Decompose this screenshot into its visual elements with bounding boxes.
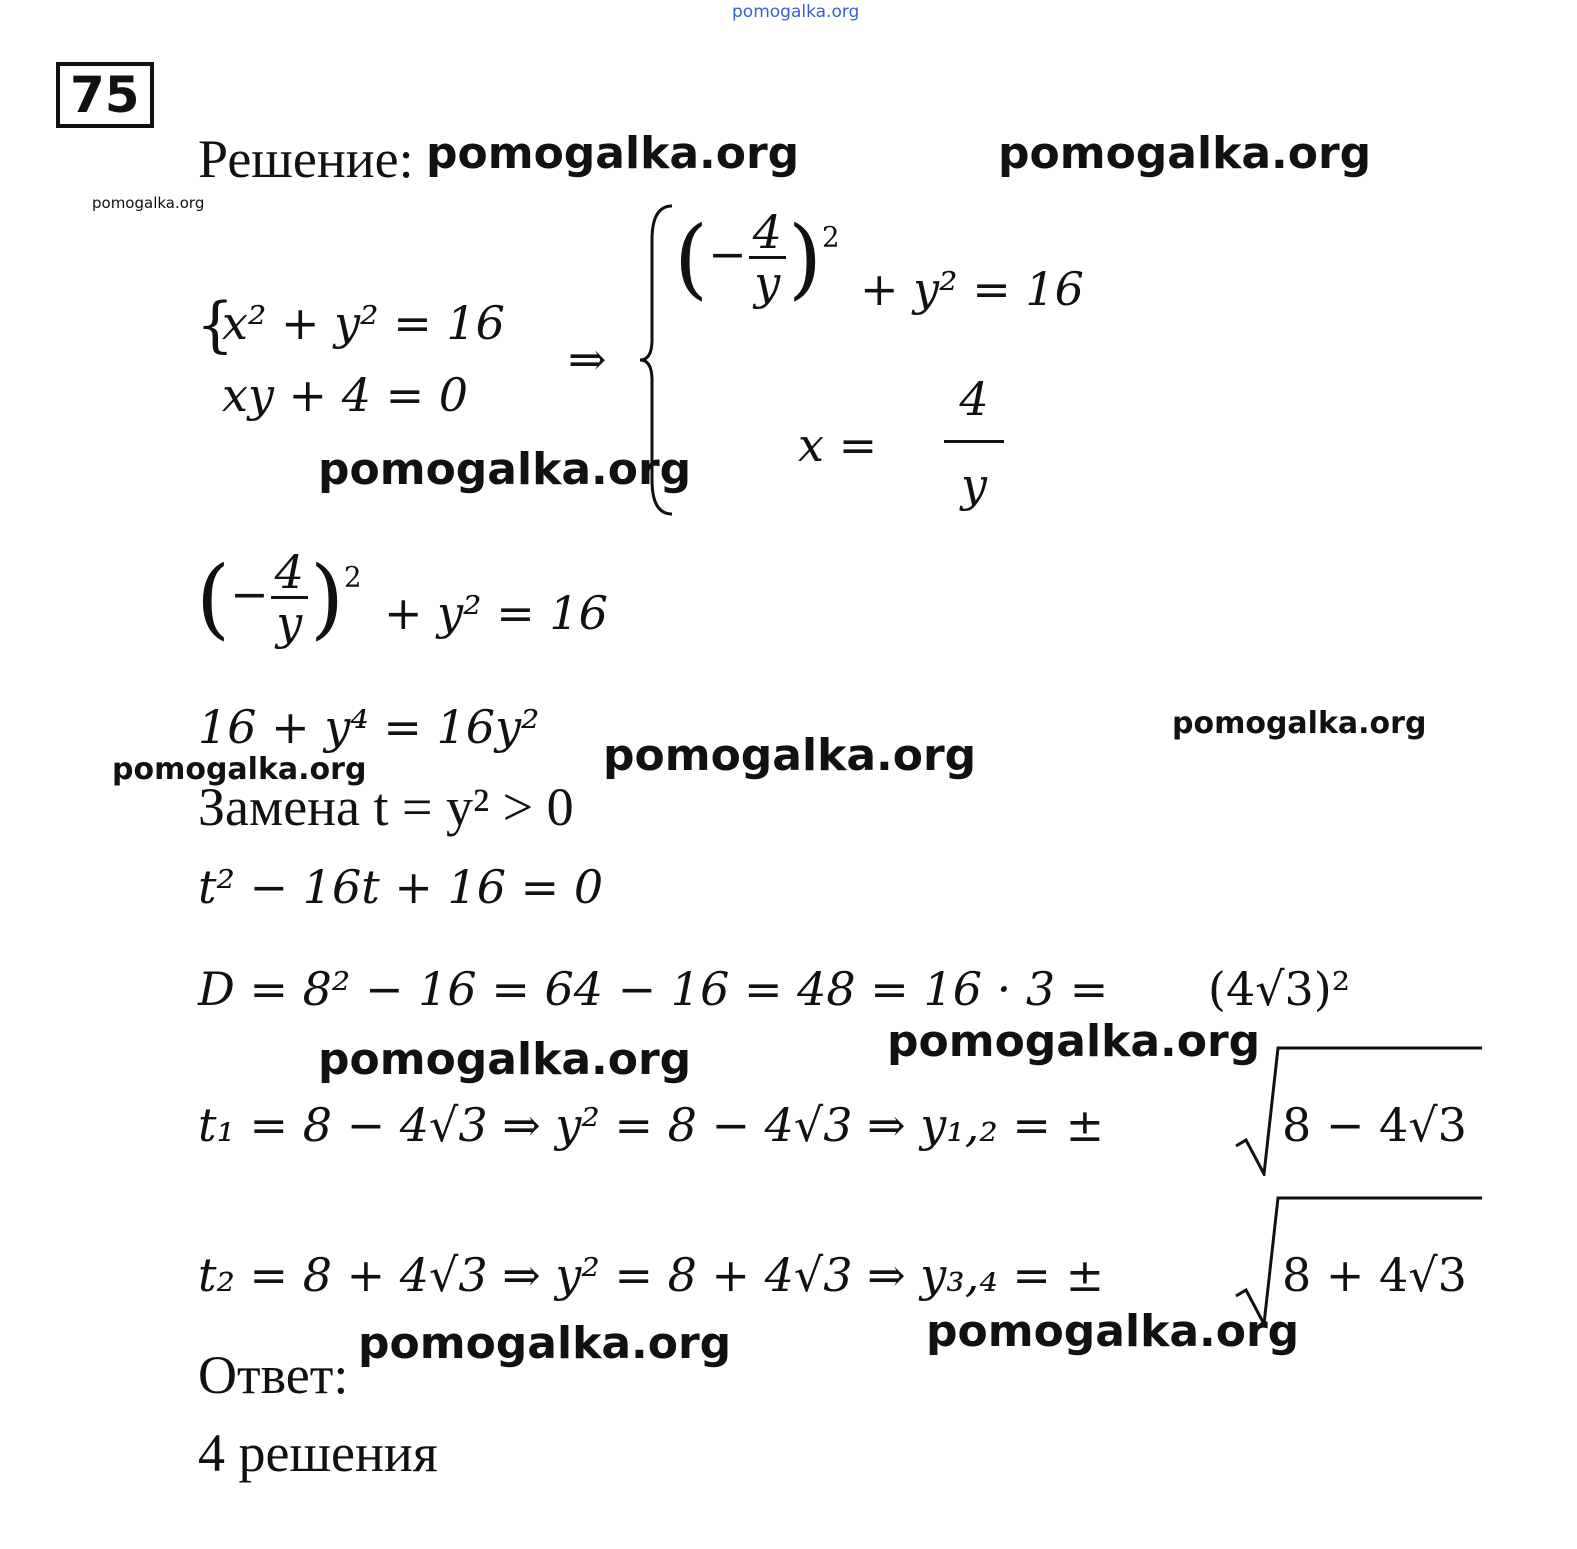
- t2-line: t₂ = 8 + 4√3 ⇒ y² = 8 + 4√3 ⇒ y₃,₄ = ±: [198, 1248, 1105, 1302]
- watermark-4: pomogalka.org: [318, 444, 692, 495]
- watermark-3: pomogalka.org: [92, 194, 205, 212]
- right-eq1: (− $\frac{4}{y}$ )$^2$: [674, 205, 840, 311]
- watermark-10: pomogalka.org: [358, 1318, 732, 1369]
- watermark-5: pomogalka.org: [1172, 706, 1427, 741]
- t1-root: 8 − 4√3: [1282, 1098, 1467, 1152]
- watermark-6: pomogalka.org: [112, 752, 367, 787]
- left-brace: {: [196, 290, 235, 360]
- right-eq2-frac-den: y: [961, 458, 987, 512]
- answer-label: Ответ:: [198, 1345, 349, 1405]
- discriminant-tail: (4√3)²: [1208, 962, 1351, 1016]
- right-eq2-lhs: x =: [798, 418, 878, 472]
- watermark-8: pomogalka.org: [318, 1034, 692, 1085]
- right-eq2-frac-bar: [944, 440, 1004, 443]
- watermark-9: pomogalka.org: [887, 1016, 1261, 1067]
- discriminant-line: D = 8² − 16 = 64 − 16 = 48 = 16 · 3 =: [198, 962, 1109, 1016]
- implies-arrow: ⇒: [568, 332, 607, 386]
- watermark-7: pomogalka.org: [603, 730, 977, 781]
- watermark-2: pomogalka.org: [998, 128, 1372, 179]
- t2-root: 8 + 4√3: [1282, 1248, 1467, 1302]
- solution-label: Решение:: [198, 129, 414, 189]
- system-left-eq2: xy + 4 = 0: [222, 368, 469, 422]
- t1-line: t₁ = 8 − 4√3 ⇒ y² = 8 − 4√3 ⇒ y₁,₂ = ±: [198, 1098, 1105, 1152]
- substitution-line: Замена t = y² > 0: [198, 777, 574, 837]
- watermark-11: pomogalka.org: [926, 1306, 1300, 1357]
- quadratic-line: t² − 16t + 16 = 0: [198, 860, 604, 914]
- right-eq1-rest: + y² = 16: [860, 262, 1084, 316]
- problem-number: 75: [56, 62, 154, 128]
- quartic-line: 16 + y⁴ = 16y²: [198, 700, 540, 754]
- substituted-rest: + y² = 16: [384, 586, 608, 640]
- system-left-eq1: x² + y² = 16: [222, 296, 505, 350]
- watermark-top: pomogalka.org: [732, 2, 860, 22]
- watermark-1: pomogalka.org: [426, 128, 800, 179]
- right-brace: [636, 200, 676, 520]
- answer-value: 4 решения: [198, 1423, 438, 1483]
- substituted-line: (− $\frac{4}{y}$ )$^2$: [196, 545, 362, 651]
- right-eq2-frac-num: 4: [959, 372, 989, 426]
